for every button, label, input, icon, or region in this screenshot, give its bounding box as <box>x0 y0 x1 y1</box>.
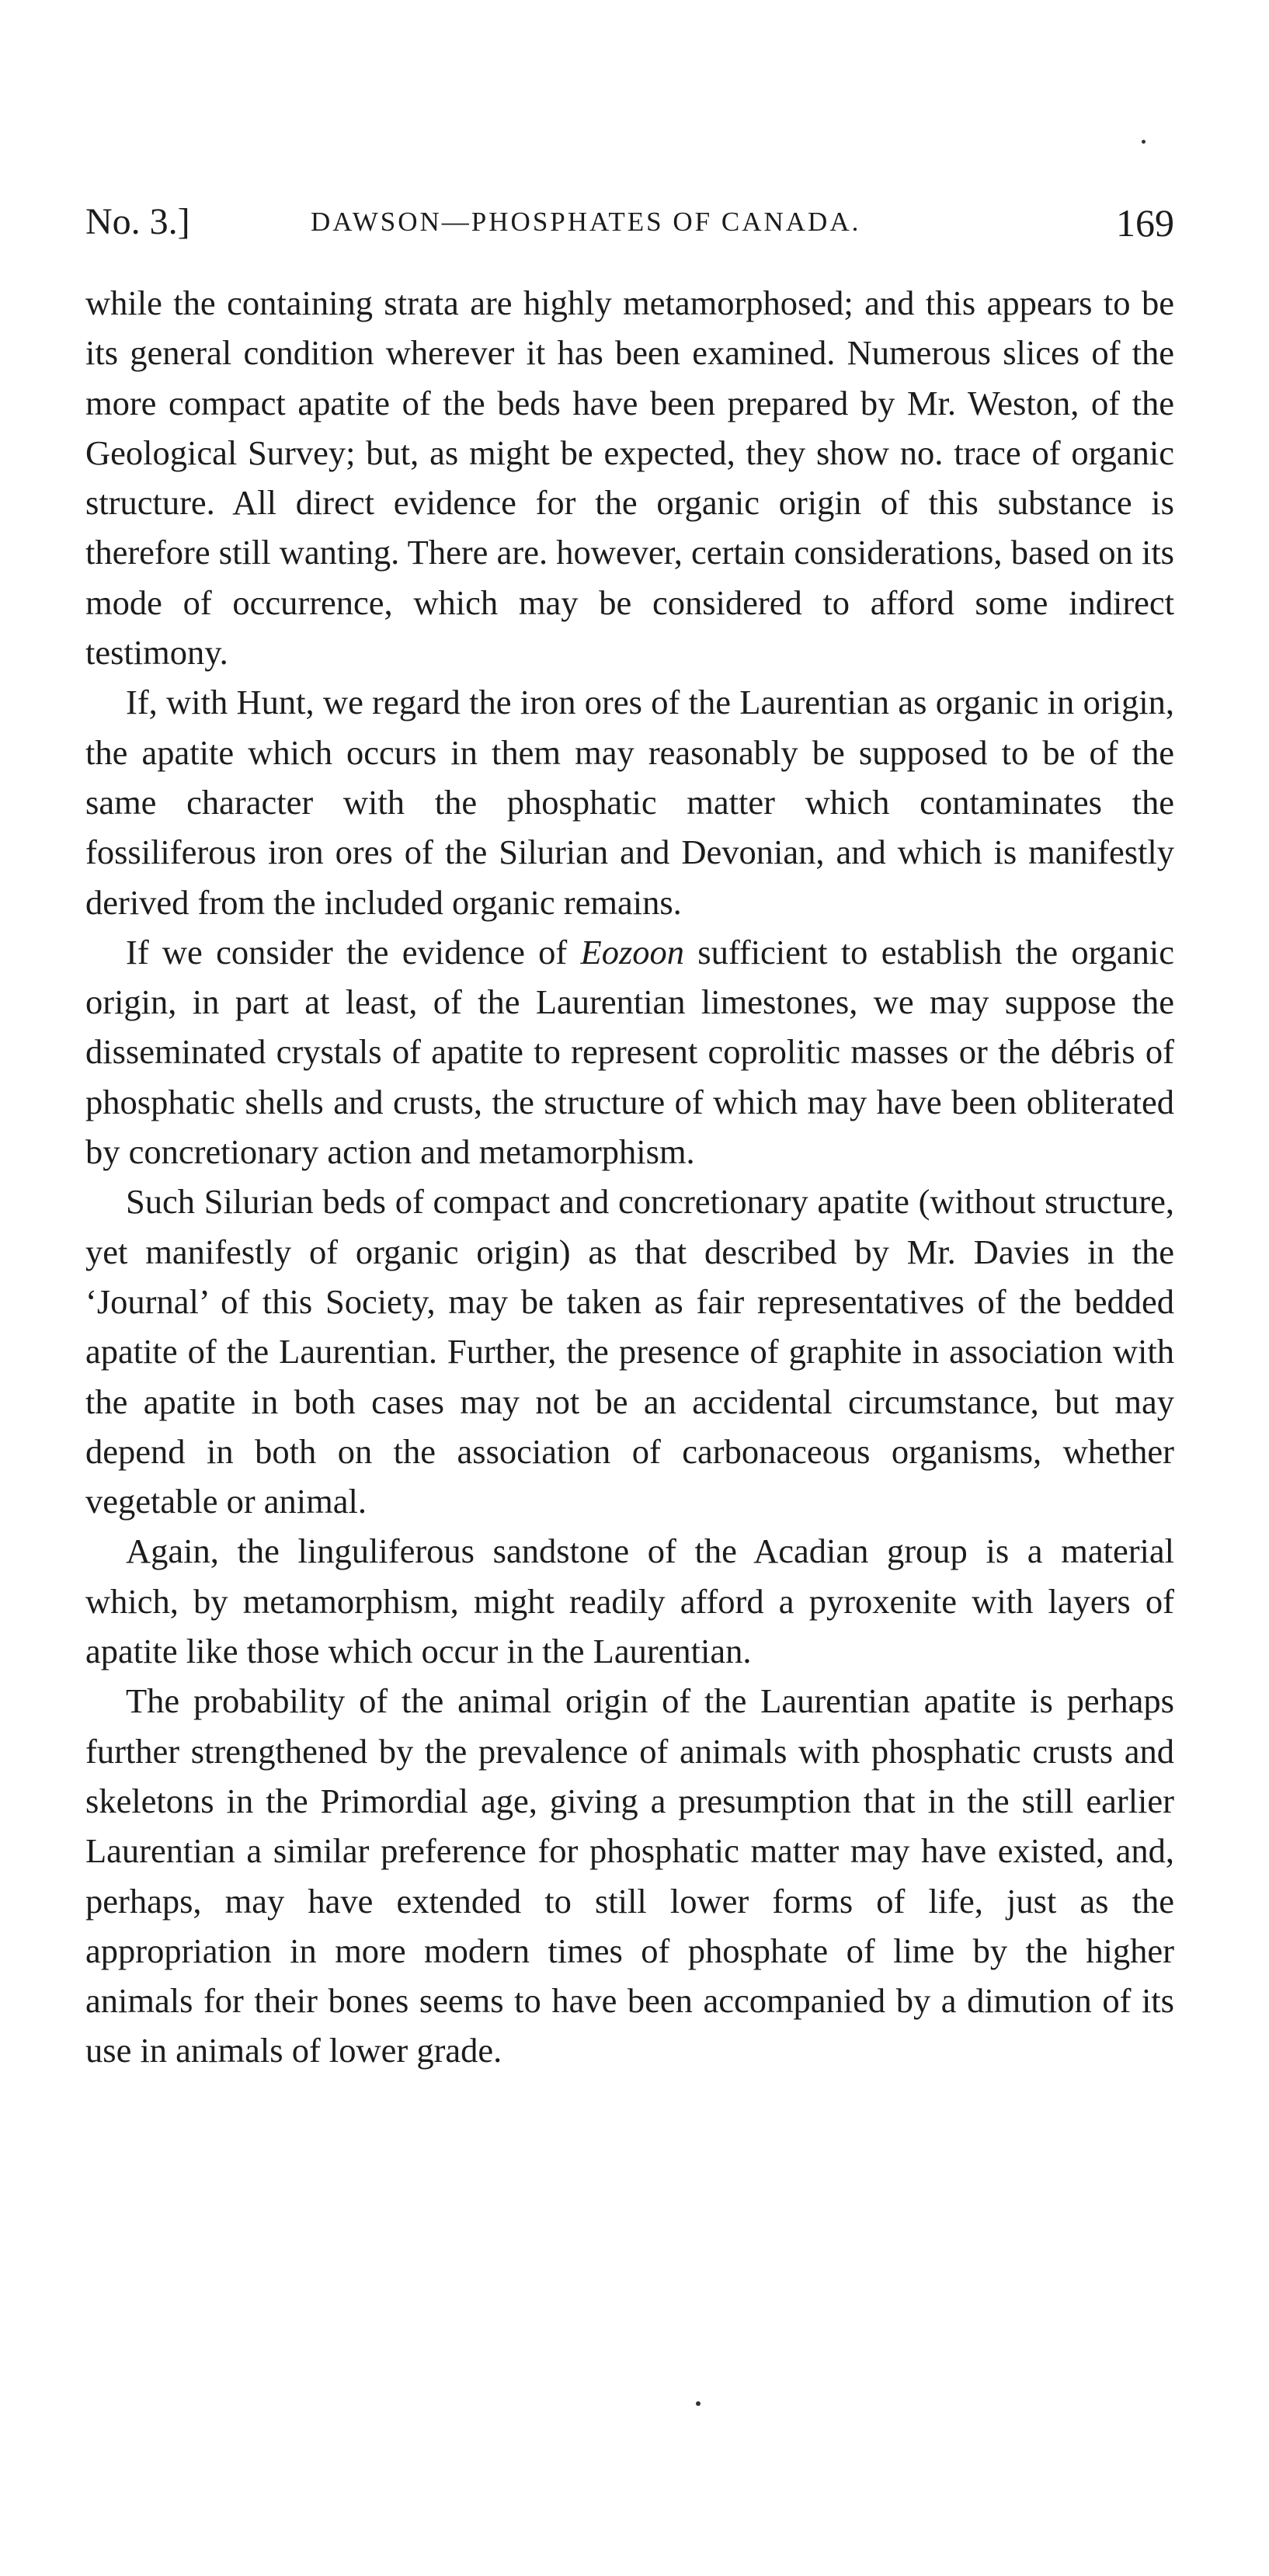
body-text <box>85 278 1174 2076</box>
page-speck-top <box>1142 140 1146 144</box>
paragraph-6: The probability of the animal origin of the Laurentian apatite is perhaps further strengthened by the prevalence of animals with phosphatic crusts and skeletons in the Primordial age, giving a presumption that in the still earlier Laurentian a similar preference for phosphatic matter may have existed, and, perhaps, may have extended to still lower forms of life, just as the appropriation in more modern times of phosphate of lime by the higher animals for their bones seems to have been accompanied by a dimution of its use in animals of lower grade. <box>85 1681 1174 2070</box>
eozoon-term: Eozoon <box>580 932 685 972</box>
issue-number: No. 3.] <box>85 201 190 242</box>
paragraph-3-lead: If we consider the evidence of <box>126 932 581 972</box>
paragraph-4: Such Silurian beds of compact and concretionary apatite (without structure, yet manifestly of organic origin) as that described by Mr. Davies in the ‘Journal’ of this Society, may be taken as fair representatives of the bedded apatite of the Laurentian. Further, the presence of graphite in association with the apatite in both cases may not be an accidental circumstance, but may depend in both on the association of carbonaceous organisms, whether vegetable or animal. <box>85 1182 1174 1521</box>
paragraph-3-rest: sufficient to establish the organic origin, in part at least, of the Laurentian limestones, we may suppose the disseminated crystals of apatite to represent coprolitic masses or the débris of phosphatic shells and crusts, the structure of which may have been obliterated by concretionary action and metamorphism. <box>85 932 1174 1172</box>
running-header <box>85 200 1174 255</box>
page-number: 169 <box>1116 201 1174 245</box>
running-title: DAWSON—PHOSPHATES OF CANADA. <box>311 207 861 237</box>
paragraph-1: while the containing strata are highly metamorphosed; and this appears to be its general condition wherever it has been examined. Numerous slices of the more compact apatite of the beds have been prepared by Mr. Weston, of the Geological Survey; but, as might be expected, they show no. trace of organic structure. All direct evidence for the organic origin of this substance is therefore still wanting. There are. however, certain considerations, based on its mode of occurrence, which may be considered to afford some indirect testimony. <box>85 283 1174 673</box>
page-speck-bottom <box>696 2401 701 2406</box>
paragraph-2: If, with Hunt, we regard the iron ores of the Laurentian as organic in origin, the apatite which occurs in them may reasonably be supposed to be of the same character with the phosphatic matter which contaminates the fossiliferous iron ores of the Silurian and Devonian, and which is manifestly derived from the included organic remains. <box>85 683 1174 922</box>
paragraph-3 <box>85 927 1174 1177</box>
paragraph-5: Again, the linguliferous sandstone of the Acadian group is a material which, by metamorphism, might readily afford a pyroxenite with layers of apatite like those which occur in the Laurentian. <box>85 1531 1174 1671</box>
